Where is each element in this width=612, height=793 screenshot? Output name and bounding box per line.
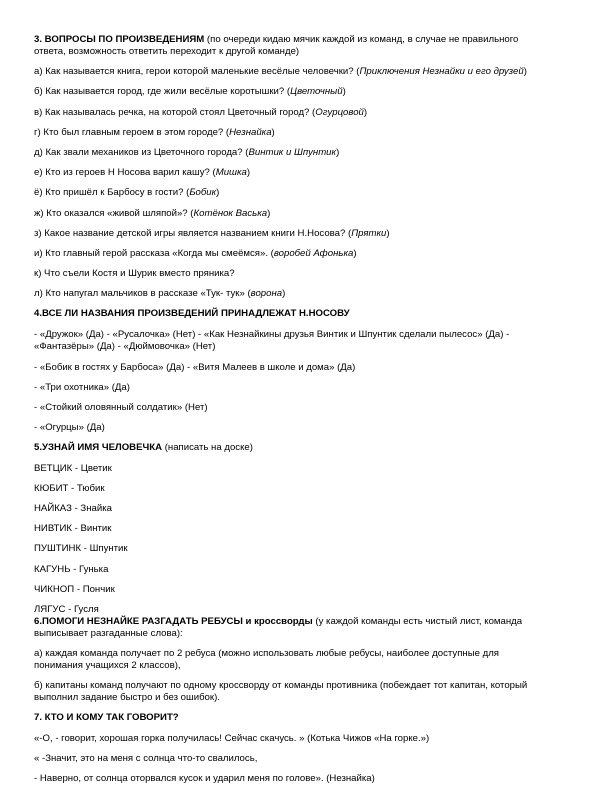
question-item xyxy=(34,268,582,280)
answer-close-paren: ) xyxy=(336,146,340,158)
question-item xyxy=(34,86,582,98)
section-6-item-a xyxy=(34,648,582,672)
section-7-heading xyxy=(34,712,582,724)
name-pair: ВЕТЦИК - Цветик xyxy=(34,462,112,474)
question-text: к) Что съели Костя и Шурик вместо пряника? xyxy=(34,268,235,280)
question-item xyxy=(34,66,582,78)
section-6-intro xyxy=(34,616,582,640)
question-text: з) Какое название детской игры является названием книги Н.Носова? ( xyxy=(34,227,352,239)
section-7-list xyxy=(34,733,582,785)
section-7-heading-text: 7. КТО И КОМУ ТАК ГОВОРИТ? xyxy=(34,712,179,724)
name-pair: ЛЯГУС - Гусля xyxy=(34,603,99,615)
question-item xyxy=(34,167,582,179)
title-check-line: - «Огурцы» (Да) xyxy=(34,422,105,434)
section-5-intro xyxy=(34,442,582,454)
answer-text: Бобик xyxy=(189,187,217,199)
question-text: г) Кто был главным героем в этом городе? ( xyxy=(34,126,230,138)
question-item xyxy=(34,107,582,119)
answer-close-paren: ) xyxy=(523,66,527,78)
section-4-line-text: - «Дружок» (Да) - «Русалочка» (Нет) - «Как Незнайкины друзья Винтик и Шпунтик сделали пылесос» (Да) - xyxy=(34,329,510,341)
section-3-heading: 3. ВОПРОСЫ ПО ПРОИЗВЕДЕНИЯМ xyxy=(34,34,205,45)
answer-text: воробей Афонька xyxy=(273,247,354,259)
name-pair: НАЙКАЗ - Знайка xyxy=(34,502,112,514)
section-6-item-b-text-cont: выполнил задание быстро и без ошибок). xyxy=(34,692,220,704)
section-4-line xyxy=(34,329,582,353)
question-item xyxy=(34,228,582,240)
section-6-heading: 6.ПОМОГИ НЕЗНАЙКЕ РАЗГАДАТЬ РЕБУСЫ и кроссворды xyxy=(34,615,313,627)
section-4-list xyxy=(34,362,582,435)
section-3-questions xyxy=(34,66,582,300)
question-text: б) Как называется город, где жили весёлые коротышки? ( xyxy=(34,86,291,98)
section-4-heading-text: 4.ВСЕ ЛИ НАЗВАНИЯ ПРОИЗВЕДЕНИЙ ПРИНАДЛЕЖАТ Н.НОСОВУ xyxy=(34,308,350,320)
answer-text: Прятки xyxy=(351,227,387,239)
answer-text: Котёнок Васька xyxy=(193,207,268,219)
question-item xyxy=(34,208,582,220)
question-text: л) Кто напугал мальчиков в рассказе «Тук- тук» ( xyxy=(34,288,251,300)
answer-text: Приключения Незнайки и его друзей xyxy=(359,66,524,78)
question-item xyxy=(34,127,582,139)
answer-close-paren: ) xyxy=(353,247,357,259)
answer-text: Огурцовой xyxy=(315,106,364,118)
section-4-heading xyxy=(34,308,582,320)
answer-text: Цветочный xyxy=(290,86,343,98)
question-text: д) Как звали механиков из Цветочного города? ( xyxy=(34,146,249,158)
answer-close-paren: ) xyxy=(216,187,220,199)
quote-line: «-О, - говорит, хорошая горка получилась! Сейчас скачусь. » (Котька Чижов «На горке.») xyxy=(34,732,430,744)
section-6-item-a-text-cont: понимания учащихся 2 классов), xyxy=(34,660,181,672)
question-text: ж) Кто оказался «живой шляпой»? ( xyxy=(34,207,194,219)
section-4-line-text-cont: «Фантазёры» (Да) - «Дюймовочка» (Нет) xyxy=(34,341,216,353)
section-5-note: (написать на доске) xyxy=(162,442,253,454)
answer-close-paren: ) xyxy=(267,207,271,219)
section-6-note-cont: выписывает разгаданные слова): xyxy=(34,627,183,639)
section-6-item-b-text: б) капитаны команд получают по одному кроссворду от команды противника (побеждает тот капитан, который xyxy=(34,680,528,692)
section-3-note: (по очереди кидаю мячик каждой из команд, в случае не правильного xyxy=(204,34,519,45)
section-6-item-b xyxy=(34,680,582,704)
answer-close-paren: ) xyxy=(271,126,275,138)
document-page xyxy=(34,34,582,793)
answer-text: Мишка xyxy=(215,167,247,179)
question-text: а) Как называется книга, герои которой маленькие весёлые человечки? ( xyxy=(34,66,360,78)
quote-line: « -Значит, это на меня с солнца что-то свалилось, xyxy=(34,752,258,764)
answer-text: Незнайка xyxy=(229,126,272,138)
question-text: в) Как называлась речка, на которой стоял Цветочный город? ( xyxy=(34,106,316,118)
question-item xyxy=(34,147,582,159)
section-3-intro xyxy=(34,34,582,58)
section-6-item-a-text: а) каждая команда получает по 2 ребуса (можно использовать любые ребусы, наиболее доступные для xyxy=(34,648,499,660)
answer-close-paren: ) xyxy=(342,86,346,98)
section-3-note-cont: ответа, возможность ответить переходит к другой команде) xyxy=(34,46,300,57)
answer-close-paren: ) xyxy=(363,106,368,118)
title-check-line: - «Три охотника» (Да) xyxy=(34,381,130,393)
name-pair: КАГУНЬ - Гунька xyxy=(34,563,109,575)
section-5-heading: 5.УЗНАЙ ИМЯ ЧЕЛОВЕЧКА xyxy=(34,442,163,454)
section-6-note: (у каждой команды есть чистый лист, команда xyxy=(312,615,523,627)
answer-close-paren: ) xyxy=(386,227,390,239)
question-text: и) Кто главный герой рассказа «Когда мы смеёмся». ( xyxy=(34,247,274,259)
title-check-line: - «Стойкий оловянный солдатик» (Нет) xyxy=(34,402,208,413)
answer-close-paren: ) xyxy=(246,167,251,179)
question-text: е) Кто из героев Н Носова варил кашу? ( xyxy=(34,167,216,179)
answer-text: ворона xyxy=(250,288,283,300)
name-pair: ЧИКНОП - Пончик xyxy=(34,583,115,595)
section-5-list xyxy=(34,463,582,616)
quote-line: - Наверно, от солнца оторвался кусок и ударил меня по голове». (Незнайка) xyxy=(34,773,375,784)
question-item xyxy=(34,187,582,199)
answer-close-paren: ) xyxy=(282,288,286,300)
answer-text: Винтик и Шпунтик xyxy=(248,146,337,158)
name-pair: НИВТИК - Винтик xyxy=(34,523,112,535)
question-item xyxy=(34,288,582,300)
name-pair: КЮБИТ - Тюбик xyxy=(34,482,105,494)
title-check-line: - «Бобик в гостях у Барбоса» (Да) - «Витя Малеев в школе и дома» (Да) xyxy=(34,361,356,373)
question-item xyxy=(34,248,582,260)
name-pair: ПУШТИНК - Шпунтик xyxy=(34,543,128,555)
question-text: ё) Кто пришёл к Барбосу в гости? ( xyxy=(34,187,190,199)
